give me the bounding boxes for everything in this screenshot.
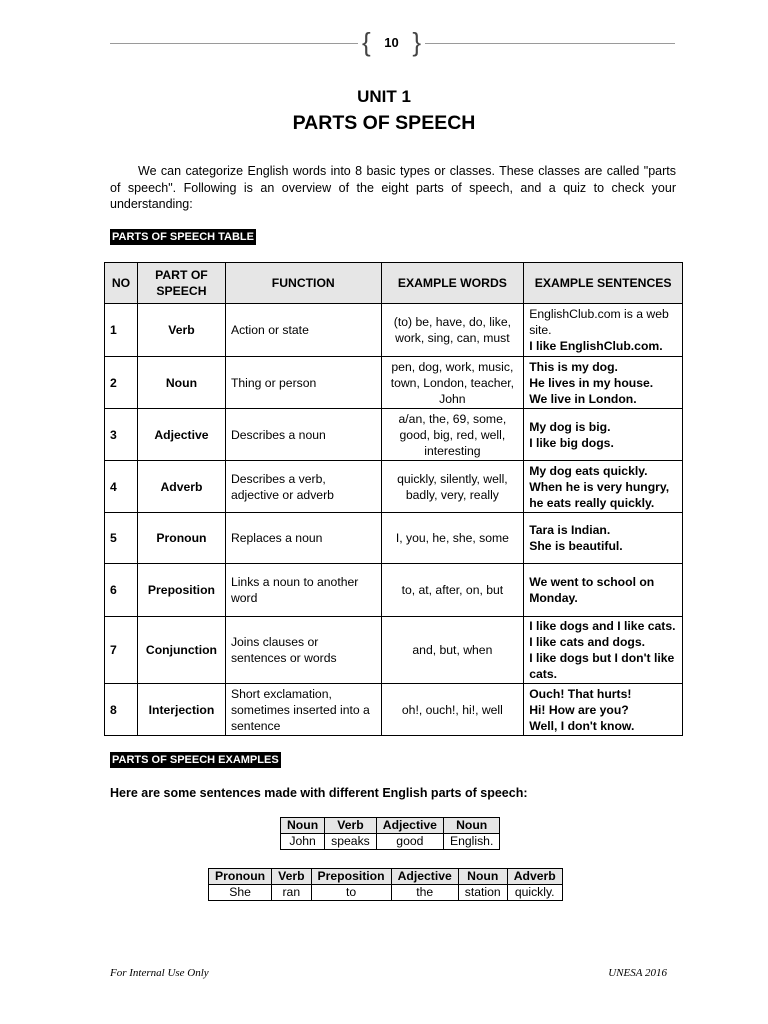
example-sentence: I like dogs but I don't like cats. [529, 651, 675, 681]
example-words-cell: (to) be, have, do, like, work, sing, can, must [381, 304, 524, 357]
footer-right: UNESA 2016 [608, 967, 667, 979]
example-sentence: We went to school on Monday. [529, 575, 655, 605]
function-cell: Replaces a noun [225, 513, 381, 564]
example-header-cell: Verb [272, 869, 311, 885]
row-number: 2 [105, 357, 138, 409]
example-header-cell: Adjective [376, 818, 443, 834]
intro-paragraph: We can categorize English words into 8 basic types or classes. These classes are called "parts of speech". Following is an overview of the eight parts of speech, and a quiz to check your understanding: [110, 164, 676, 211]
section-label-table: PARTS OF SPEECH TABLE [112, 231, 254, 243]
function-cell: Joins clauses or sentences or words [225, 617, 381, 684]
example-header-cell: Adverb [507, 869, 562, 885]
example-words-cell: oh!, ouch!, hi!, well [381, 684, 524, 736]
right-brace-icon: } [412, 27, 421, 57]
table-row [105, 461, 683, 513]
example-word-cell: station [458, 885, 507, 901]
function-cell: Action or state [225, 304, 381, 357]
example-header-cell: Noun [281, 818, 325, 834]
example-word-cell: English. [443, 834, 499, 850]
example-header-cell: Pronoun [209, 869, 272, 885]
example-sentences-cell [524, 564, 683, 617]
example-word-row [281, 834, 500, 850]
example-words-cell: pen, dog, work, music, town, London, teacher, John [381, 357, 524, 409]
example-word-cell: speaks [325, 834, 377, 850]
example-header-cell: Adjective [391, 869, 458, 885]
left-brace-icon: { [362, 27, 371, 57]
example-sentence: She is beautiful. [529, 539, 623, 553]
function-cell: Describes a verb, adjective or adverb [225, 461, 381, 513]
table-header-row [105, 263, 683, 304]
row-number: 4 [105, 461, 138, 513]
function-cell: Thing or person [225, 357, 381, 409]
example-sentences-cell [524, 617, 683, 684]
example-sentence: My dog eats quickly. [529, 463, 648, 478]
example-table-2 [208, 868, 563, 901]
function-cell: Links a noun to another word [225, 564, 381, 617]
part-of-speech: Interjection [137, 684, 225, 736]
example-sentence: Well, I don't know. [529, 718, 635, 733]
example-sentence: I like dogs and I like cats. [529, 619, 676, 633]
table-row [105, 513, 683, 564]
example-words-cell: a/an, the, 69, some, good, big, red, well, interesting [381, 409, 524, 461]
example-header-cell: Preposition [311, 869, 391, 885]
table-row [105, 409, 683, 461]
parts-of-speech-table [104, 262, 683, 736]
row-number: 8 [105, 684, 138, 736]
function-cell: Short exclamation, sometimes inserted into a sentence [225, 684, 381, 736]
example-header-row [281, 818, 500, 834]
example-sentences-cell [524, 513, 683, 564]
row-number: 5 [105, 513, 138, 564]
example-sentence: When he is very hungry, he eats really quickly. [529, 479, 670, 510]
footer-left: For Internal Use Only [110, 967, 209, 979]
example-sentences-cell [524, 409, 683, 461]
column-header: EXAMPLE WORDS [381, 263, 524, 304]
table-row [105, 304, 683, 357]
example-header-cell: Noun [458, 869, 507, 885]
header-rule-right [425, 43, 675, 44]
part-of-speech: Adverb [137, 461, 225, 513]
example-word-cell: to [311, 885, 391, 901]
example-sentences-cell [524, 461, 683, 513]
column-header: PART OF SPEECH [137, 263, 225, 304]
table-row [105, 684, 683, 736]
row-number: 3 [105, 409, 138, 461]
part-of-speech: Adjective [137, 409, 225, 461]
example-sentences-cell [524, 304, 683, 357]
example-sentence: Hi! How are you? [529, 702, 629, 717]
example-sentence: This is my dog. [529, 359, 618, 374]
column-header: EXAMPLE SENTENCES [524, 263, 683, 304]
part-of-speech: Verb [137, 304, 225, 357]
example-word-cell: good [376, 834, 443, 850]
example-sentence: I like cats and dogs. [529, 635, 646, 649]
example-sentence: EnglishClub.com is a web site. [529, 307, 669, 337]
examples-intro: Here are some sentences made with different English parts of speech: [110, 786, 528, 800]
example-sentence: I like big dogs. [529, 435, 614, 450]
part-of-speech: Pronoun [137, 513, 225, 564]
row-number: 1 [105, 304, 138, 357]
example-word-cell: John [281, 834, 325, 850]
page-title: PARTS OF SPEECH [292, 112, 476, 134]
example-sentence: We live in London. [529, 391, 637, 406]
page-number-box [358, 27, 425, 57]
example-sentences-cell [524, 357, 683, 409]
example-word-cell: the [391, 885, 458, 901]
example-word-row [209, 885, 563, 901]
example-header-cell: Verb [325, 818, 377, 834]
row-number: 7 [105, 617, 138, 684]
page-number: 10 [384, 35, 399, 50]
row-number: 6 [105, 564, 138, 617]
part-of-speech: Conjunction [137, 617, 225, 684]
part-of-speech: Noun [137, 357, 225, 409]
example-sentence: I like EnglishClub.com. [529, 339, 663, 353]
table-row [105, 617, 683, 684]
example-words-cell: to, at, after, on, but [381, 564, 524, 617]
example-sentences-cell [524, 684, 683, 736]
example-words-cell: quickly, silently, well, badly, very, really [381, 461, 524, 513]
example-sentence: Ouch! That hurts! [529, 686, 632, 701]
table-row [105, 564, 683, 617]
example-sentence: He lives in my house. [529, 375, 654, 390]
part-of-speech: Preposition [137, 564, 225, 617]
example-sentence: My dog is big. [529, 419, 611, 434]
column-header: NO [105, 263, 138, 304]
column-header: FUNCTION [225, 263, 381, 304]
section-label-examples: PARTS OF SPEECH EXAMPLES [112, 754, 279, 766]
function-cell: Describes a noun [225, 409, 381, 461]
unit-heading: UNIT 1 [357, 87, 411, 106]
example-word-cell: quickly. [507, 885, 562, 901]
example-words-cell: I, you, he, she, some [381, 513, 524, 564]
example-header-row [209, 869, 563, 885]
table-row [105, 357, 683, 409]
example-word-cell: She [209, 885, 272, 901]
header-rule-left [110, 43, 358, 44]
example-word-cell: ran [272, 885, 311, 901]
example-table-1 [280, 817, 500, 850]
example-words-cell: and, but, when [381, 617, 524, 684]
example-sentence: Tara is Indian. [529, 523, 611, 537]
example-header-cell: Noun [443, 818, 499, 834]
